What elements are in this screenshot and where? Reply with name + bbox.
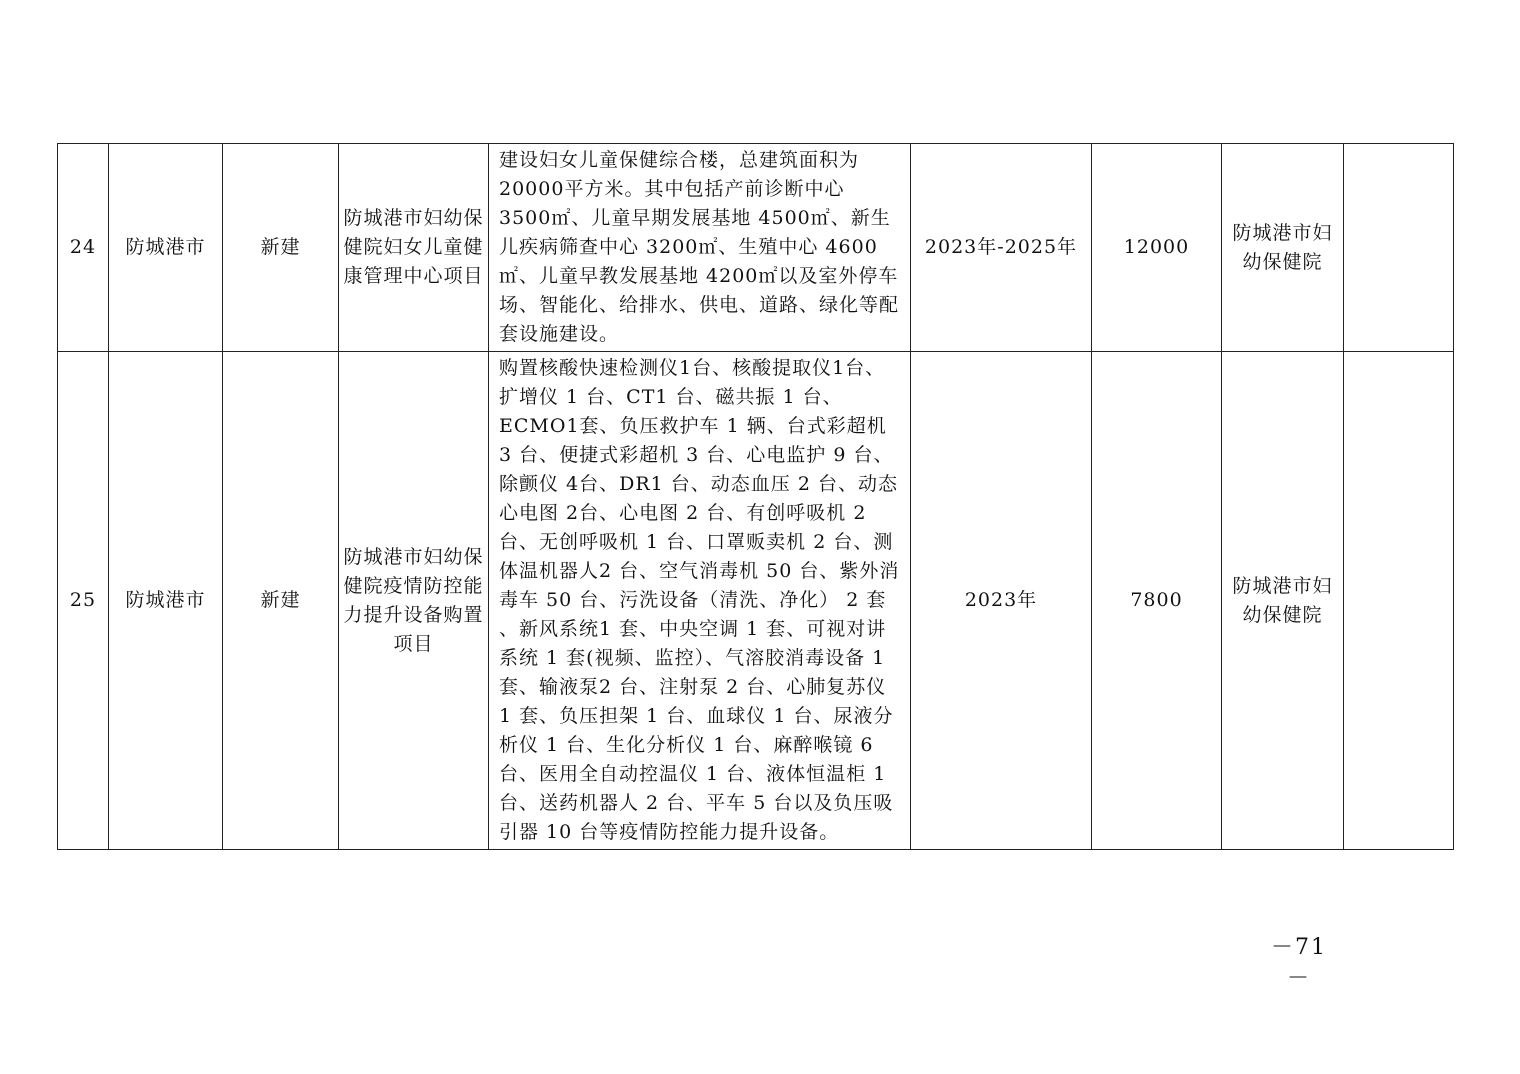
- table-row: [58, 144, 1454, 352]
- table-row: [58, 352, 1454, 850]
- page-number: －71－: [1271, 935, 1327, 991]
- project-name-cell: 防城港市妇幼保健院疫情防控能力提升设备购置项目: [339, 352, 489, 850]
- construction-content-cell: 购置核酸快速检测仪1台、核酸提取仪1台、扩增仪 1 台、CT1 台、磁共振 1 台、ECMO1套、负压救护车 1 辆、台式彩超机 3 台、便捷式彩超机 3 台、心电监护 9 台、除颤仪 4台、DR1 台、动态血压 2 台、动态心电图 2台、心电图 2 台、有创呼吸机 2 台、无创呼吸机 1 台、口罩贩卖机 2 台、测体温机器人2 台、空气消毒机 50 台、紫外消毒车 50 台、污洗设备（清洗、净化） 2 套 、新风系统1 套、中央空调 1 套、可视对讲系统 1 套(视频、监控）、气溶胶消毒设备 1 套、输液泵2 台、注射泵 2 台、心肺复苏仪 1 套、负压担架 1 台、血球仪 1 台、尿液分析仪 1 台、生化分析仪 1 台、麻醉喉镜 6 台、医用全自动控温仪 1 台、液体恒温柜 1 台、送药机器人 2 台、平车 5 台以及负压吸引器 10 台等疫情防控能力提升设备。: [489, 352, 911, 850]
- owner-cell: 防城港市妇幼保健院: [1222, 144, 1344, 352]
- remark-cell: [1344, 144, 1454, 352]
- city-cell: 防城港市: [109, 144, 223, 352]
- investment-cell: 12000: [1092, 144, 1222, 352]
- project-table: [57, 143, 1454, 850]
- row-number: 24: [58, 144, 109, 352]
- investment-cell: 7800: [1092, 352, 1222, 850]
- remark-cell: [1344, 352, 1454, 850]
- period-cell: 2023年-2025年: [911, 144, 1092, 352]
- row-number: 25: [58, 352, 109, 850]
- period-cell: 2023年: [911, 352, 1092, 850]
- construction-content-cell: 建设妇女儿童保健综合楼，总建筑面积为20000平方米。其中包括产前诊断中心 3500㎡、儿童早期发展基地 4500㎡、新生儿疾病筛查中心 3200㎡、生殖中心 4600㎡、儿童早教发展基地 4200㎡以及室外停车场、智能化、给排水、供电、道路、绿化等配套设施建设。: [489, 144, 911, 352]
- project-name-cell: 防城港市妇幼保健院妇女儿童健康管理中心项目: [339, 144, 489, 352]
- owner-cell: 防城港市妇幼保健院: [1222, 352, 1344, 850]
- city-cell: 防城港市: [109, 352, 223, 850]
- construction-type-cell: 新建: [223, 352, 339, 850]
- construction-type-cell: 新建: [223, 144, 339, 352]
